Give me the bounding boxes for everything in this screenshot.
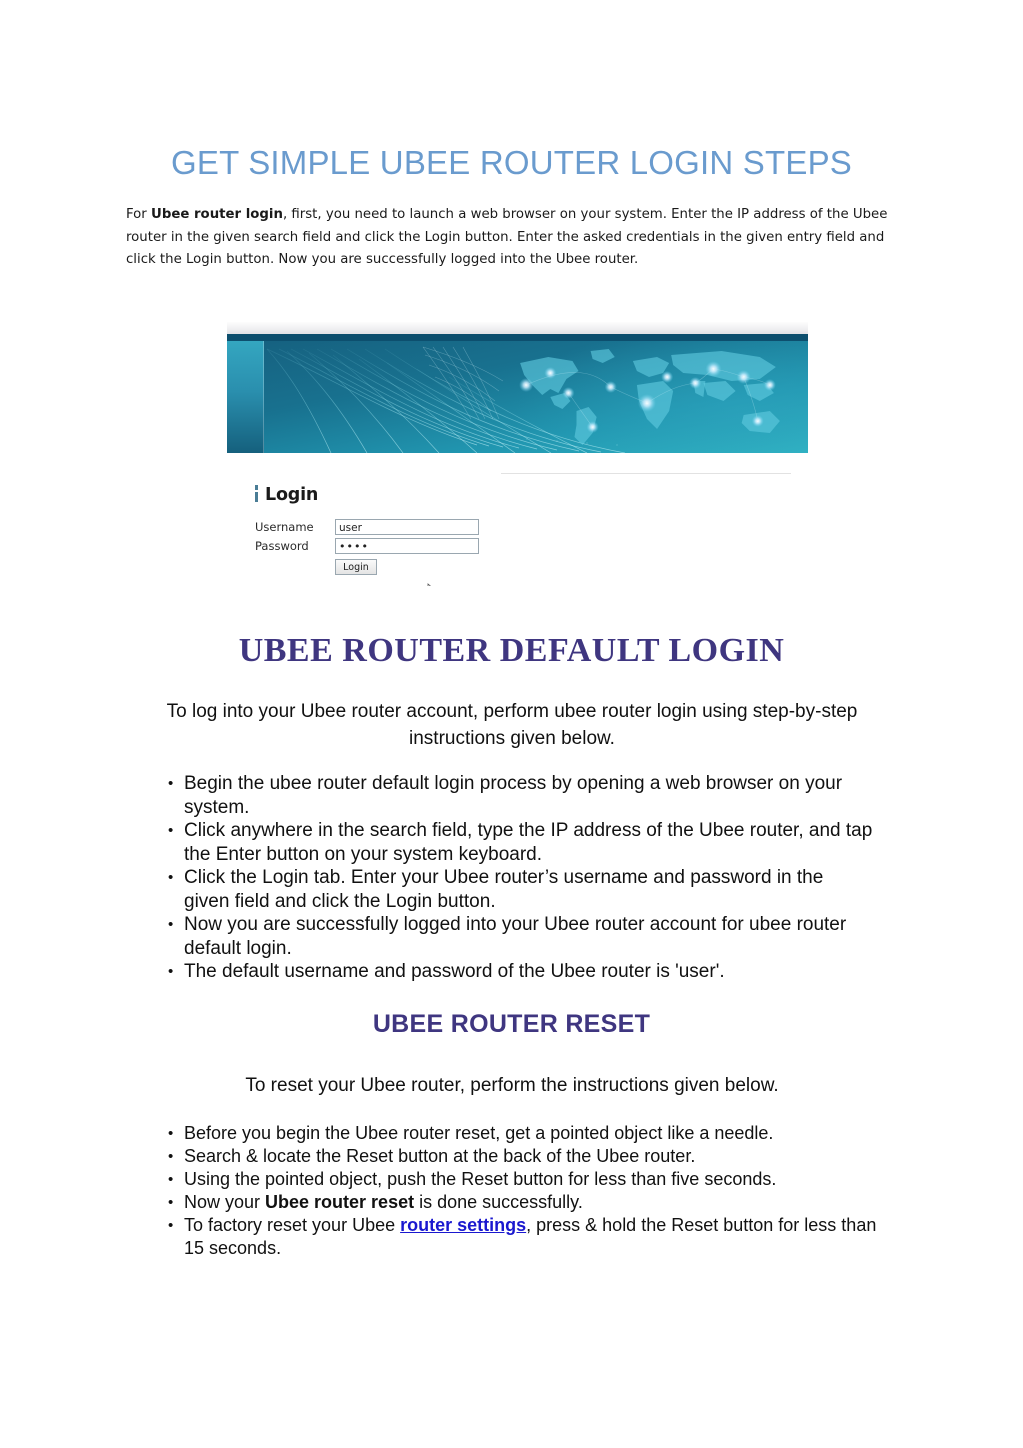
list-item: • Now you are successfully logged into your Ubee router account for ubee router default login. <box>168 913 874 960</box>
list-item: • To factory reset your Ubee router settings, press & hold the Reset button for less than 15 seconds. <box>168 1214 892 1260</box>
password-input[interactable] <box>335 538 479 554</box>
default-login-steps-list <box>168 772 874 984</box>
list-item: • The default username and password of the Ubee router is 'user'. <box>168 960 874 984</box>
list-item: • Search & locate the Reset button at the back of the Ubee router. <box>168 1145 892 1168</box>
list-item: • Begin the ubee router default login process by opening a web browser on your system. <box>168 772 874 819</box>
username-input[interactable] <box>335 519 479 535</box>
router-banner-graphic <box>227 341 808 453</box>
password-label: Password <box>255 539 309 553</box>
list-item: • Using the pointed object, push the Reset button for less than five seconds. <box>168 1168 892 1191</box>
router-login-form-area <box>227 453 808 586</box>
login-button[interactable]: Login <box>335 559 377 575</box>
page-title: GET SIMPLE UBEE ROUTER LOGIN STEPS <box>170 144 852 181</box>
browser-top-strip <box>227 322 808 334</box>
mouse-cursor-icon <box>427 583 438 586</box>
intro-paragraph: For Ubee router login, first, you need to launch a web browser on your system. Enter the IP address of the Ubee router in the given search field and click the Login button. Enter the asked credentials in the given entry field and click the Login button. Now you are successfully logged into the Ubee router. <box>126 207 888 267</box>
section-heading-reset: UBEE ROUTER RESET <box>372 1010 651 1038</box>
username-label: Username <box>255 520 314 534</box>
list-item: • Click anywhere in the search field, type the IP address of the Ubee router, and tap the Enter button on your system keyboard. <box>168 819 874 866</box>
router-settings-link[interactable]: router settings <box>400 1215 527 1235</box>
default-login-intro: To log into your Ubee router account, perform ubee router login using step-by-step instructions given below. <box>166 701 858 749</box>
reset-intro: To reset your Ubee router, perform the instructions given below. <box>245 1075 779 1096</box>
router-login-screenshot <box>227 322 808 586</box>
reset-steps-list <box>168 1122 892 1260</box>
section-heading-default-login: UBEE ROUTER DEFAULT LOGIN <box>238 632 785 669</box>
list-item: • Now your Ubee router reset is done successfully. <box>168 1191 892 1214</box>
list-item: • Before you begin the Ubee router reset, get a pointed object like a needle. <box>168 1122 892 1145</box>
navbar-strip <box>227 334 808 341</box>
login-heading-text: Login <box>265 485 319 505</box>
login-section-heading <box>255 485 318 505</box>
username-value: user <box>339 522 362 534</box>
password-value: •••• <box>339 540 369 553</box>
world-map-graphic <box>506 341 808 453</box>
form-divider <box>501 473 791 474</box>
list-item: • Click the Login tab. Enter your Ubee router’s username and password in the given field and click the Login button. <box>168 866 874 913</box>
heading-marker-icon <box>255 485 258 502</box>
